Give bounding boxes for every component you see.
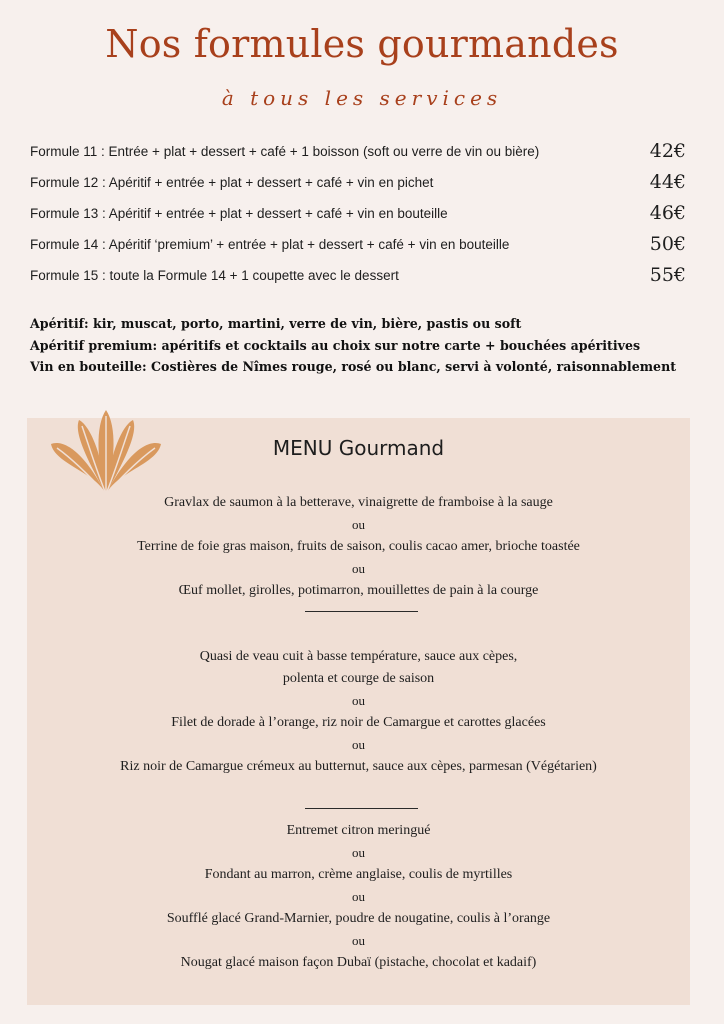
desserts-course: [27, 820, 690, 974]
or-separator: ou: [352, 693, 365, 708]
menu-title: MENU Gourmand: [272, 436, 445, 460]
dish-main: polenta et courge de saison: [282, 671, 435, 686]
course-divider: [305, 611, 418, 612]
formula-text: Formule 15 : toute la Formule 14 + 1 coupette avec le dessert: [30, 268, 399, 283]
formula-price: 42€: [649, 140, 686, 162]
or-separator: ou: [352, 737, 365, 752]
or-separator: ou: [352, 845, 365, 860]
formula-list: [30, 140, 690, 295]
dish-starter: Œuf mollet, girolles, potimarron, mouillettes de pain à la courge: [178, 583, 539, 598]
dish-main: Filet de dorade à l’orange, riz noir de Camargue et carottes glacées: [171, 715, 546, 730]
formula-price: 46€: [649, 202, 686, 224]
formula-text: Formule 13 : Apéritif + entrée + plat + dessert + café + vin en bouteille: [30, 206, 448, 221]
formula-price: 55€: [649, 264, 686, 286]
formula-text: Formule 11 : Entrée + plat + dessert + café + 1 boisson (soft ou verre de vin ou bière): [30, 144, 540, 159]
dish-dessert: Nougat glacé maison façon Dubaï (pistache, chocolat et kadaif): [180, 955, 537, 970]
formula-row-11: [30, 140, 690, 171]
dish-dessert: Fondant au marron, crème anglaise, coulis de myrtilles: [204, 867, 513, 882]
dish-dessert: Soufflé glacé Grand-Marnier, poudre de nougatine, coulis à l’orange: [166, 911, 551, 926]
or-separator: ou: [352, 889, 365, 904]
course-divider: [305, 808, 418, 809]
formula-text: Formule 12 : Apéritif + entrée + plat + dessert + café + vin en pichet: [30, 175, 434, 190]
formula-row-15: [30, 264, 690, 295]
dish-main: Riz noir de Camargue crémeux au butternut, sauce aux cèpes, parmesan (Végétarien): [120, 759, 597, 774]
or-separator: ou: [352, 561, 365, 576]
dish-starter: Terrine de foie gras maison, fruits de saison, coulis cacao amer, brioche toastée: [137, 539, 580, 554]
or-separator: ou: [352, 933, 365, 948]
dish-starter: Gravlax de saumon à la betterave, vinaigrette de framboise à la sauge: [164, 495, 553, 510]
menu-panel: [27, 418, 690, 1005]
or-separator: ou: [352, 517, 365, 532]
formula-price: 50€: [649, 233, 686, 255]
note-aperitif: Apéritif: kir, muscat, porto, martini, verre de vin, bière, pastis ou soft: [30, 316, 522, 331]
mains-course: [27, 646, 690, 778]
page-subtitle: à tous les services: [221, 86, 503, 110]
formula-row-13: [30, 202, 690, 233]
formula-text: Formule 14 : Apéritif ‘premium’ + entrée + plat + dessert + café + vin en bouteille: [30, 237, 510, 252]
starters-course: [27, 492, 690, 602]
formula-price: 44€: [649, 171, 686, 193]
note-wine-bottle: Vin en bouteille: Costières de Nîmes rouge, rosé ou blanc, servi à volonté, raisonnablement: [30, 359, 677, 374]
dish-dessert: Entremet citron meringué: [286, 823, 431, 838]
formula-row-14: [30, 233, 690, 264]
note-aperitif-premium: Apéritif premium: apéritifs et cocktails au choix sur notre carte + bouchées apéritives: [30, 337, 641, 353]
page-title: Nos formules gourmandes: [105, 22, 619, 66]
formula-row-12: [30, 171, 690, 202]
formula-notes: [30, 313, 700, 378]
dish-main: Quasi de veau cuit à basse température, sauce aux cèpes,: [199, 649, 518, 664]
